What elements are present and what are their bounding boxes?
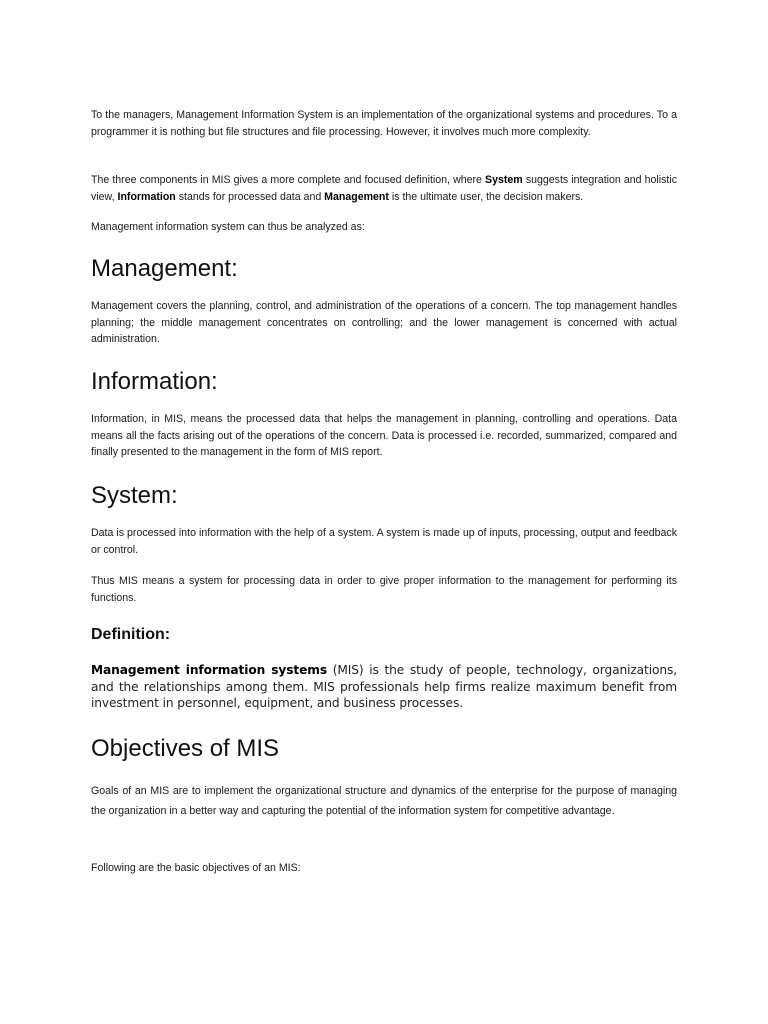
definition-paragraph [91, 662, 677, 712]
management-paragraph: Management covers the planning, control, and administration of the operations of a concern. The top management handles planning; the middle management concentrates on controlling; and the lower management is concerned with actual administration. [91, 300, 677, 345]
heading-management: Management: [91, 255, 238, 282]
objectives-paragraph-2: Following are the basic objectives of an MIS: [91, 862, 301, 874]
objectives-paragraph-1: Goals of an MIS are to implement the organizational structure and dynamics of the enterprise for the purpose of managing the organization in a better way and capturing the potential of the information system for competitive advantage. [91, 785, 677, 817]
heading-information: Information: [91, 368, 218, 395]
system-paragraph-1: Data is processed into information with the help of a system. A system is made up of inputs, processing, output and feedback or control. [91, 527, 677, 556]
term-management: Management [324, 190, 389, 203]
definition-text: (MIS) is the study of people, technology, organizations, and the relationships among them. MIS professionals help firms realize maximum benefit from investment in personnel, equipment, and business processes. [91, 663, 678, 711]
information-paragraph: Information, in MIS, means the processed data that helps the management in planning, controlling and operations. Data means all the facts arising out of the operations of the concern. Data is processed i.e. recorded, summarized, compared and finally presented to the management in the form of MIS report. [91, 413, 677, 458]
term-information: Information [117, 190, 176, 203]
heading-definition: Definition: [91, 626, 171, 643]
definition-term: Management information systems [91, 663, 328, 677]
heading-objectives: Objectives of MIS [91, 735, 280, 762]
term-system: System [485, 174, 523, 186]
intro-text-segment: suggests integration and holistic view, [91, 174, 678, 203]
intro-text-segment: The three components in MIS gives a more complete and focused definition, where [91, 174, 486, 186]
intro-paragraph-3: Management information system can thus be analyzed as: [91, 221, 365, 233]
intro-text-segment: stands for processed data and [175, 190, 325, 203]
intro-text-segment: is the ultimate user, the decision makers. [388, 190, 584, 203]
system-paragraph-2: Thus MIS means a system for processing data in order to give proper information to the management for performing its functions. [91, 575, 677, 604]
intro-paragraph-2 [91, 172, 677, 205]
heading-system: System: [91, 482, 178, 509]
intro-paragraph-1: To the managers, Management Information System is an implementation of the organizational systems and procedures. To a programmer it is nothing but file structures and file processing. However, it involves much more complexity. [91, 109, 677, 138]
